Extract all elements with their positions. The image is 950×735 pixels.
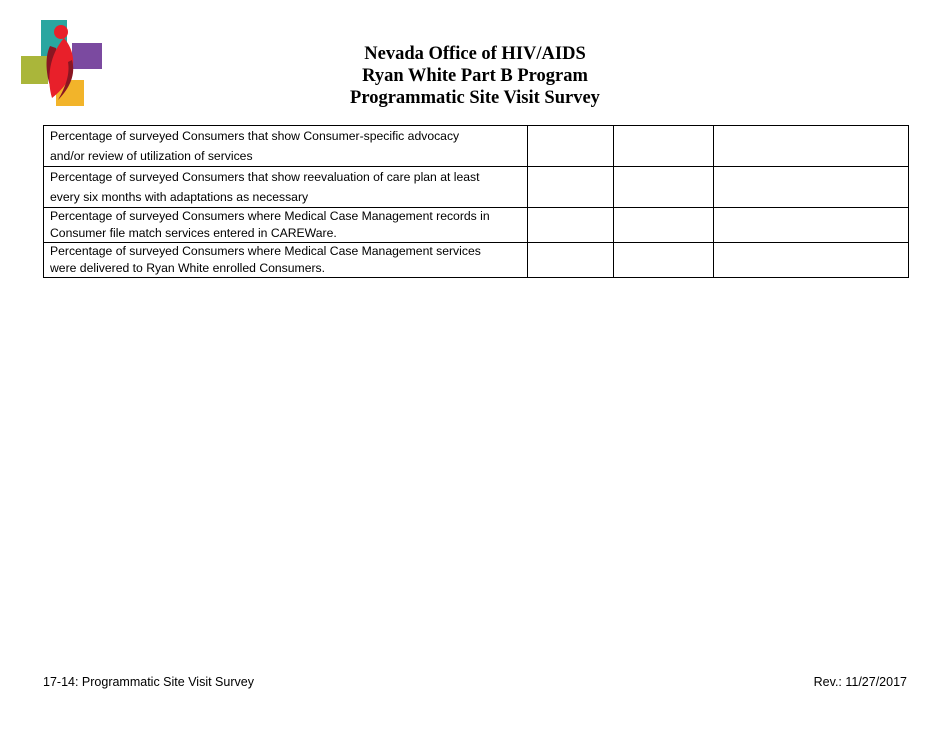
metric-cell [44,243,528,278]
survey-table [43,125,909,278]
metric-text-line: Percentage of surveyed Consumers where Medical Case Management services [50,244,481,258]
metric-text-line: Percentage of surveyed Consumers that show reevaluation of care plan at least [50,170,480,184]
metric-text-line: Consumer file match services entered in CAREWare. [50,226,337,240]
response-cell[interactable] [614,243,714,278]
metric-cell [44,126,528,167]
comments-cell[interactable] [714,167,909,208]
header-line-2: Ryan White Part B Program [362,66,588,86]
metric-text-line: Percentage of surveyed Consumers that show Consumer-specific advocacy [50,129,460,143]
metric-cell [44,167,528,208]
metric-text-line: Percentage of surveyed Consumers where Medical Case Management records in [50,209,490,223]
metric-text-line: were delivered to Ryan White enrolled Consumers. [50,261,326,275]
logo-red-head [54,25,68,39]
comments-cell[interactable] [714,208,909,243]
logo-olive-square [21,56,48,84]
metric-text-line: every six months with adaptations as necessary [50,190,309,204]
footer-revision: Rev.: 11/27/2017 [813,675,907,689]
response-cell[interactable] [614,208,714,243]
table-row [44,243,909,278]
response-cell[interactable] [528,208,614,243]
footer-form-id: 17-14: Programmatic Site Visit Survey [43,675,254,689]
table-row [44,126,909,167]
document-header [200,43,750,109]
response-cell[interactable] [614,126,714,167]
response-cell[interactable] [528,243,614,278]
comments-cell[interactable] [714,243,909,278]
response-cell[interactable] [528,126,614,167]
logo-purple-square [72,43,102,69]
metric-text-line: and/or review of utilization of services [50,149,253,163]
table-row [44,167,909,208]
table-row [44,208,909,243]
metric-cell [44,208,528,243]
response-cell[interactable] [614,167,714,208]
nevada-hiv-aids-logo [20,18,104,108]
header-line-3: Programmatic Site Visit Survey [350,88,600,108]
response-cell[interactable] [528,167,614,208]
header-line-1: Nevada Office of HIV/AIDS [364,44,586,64]
comments-cell[interactable] [714,126,909,167]
